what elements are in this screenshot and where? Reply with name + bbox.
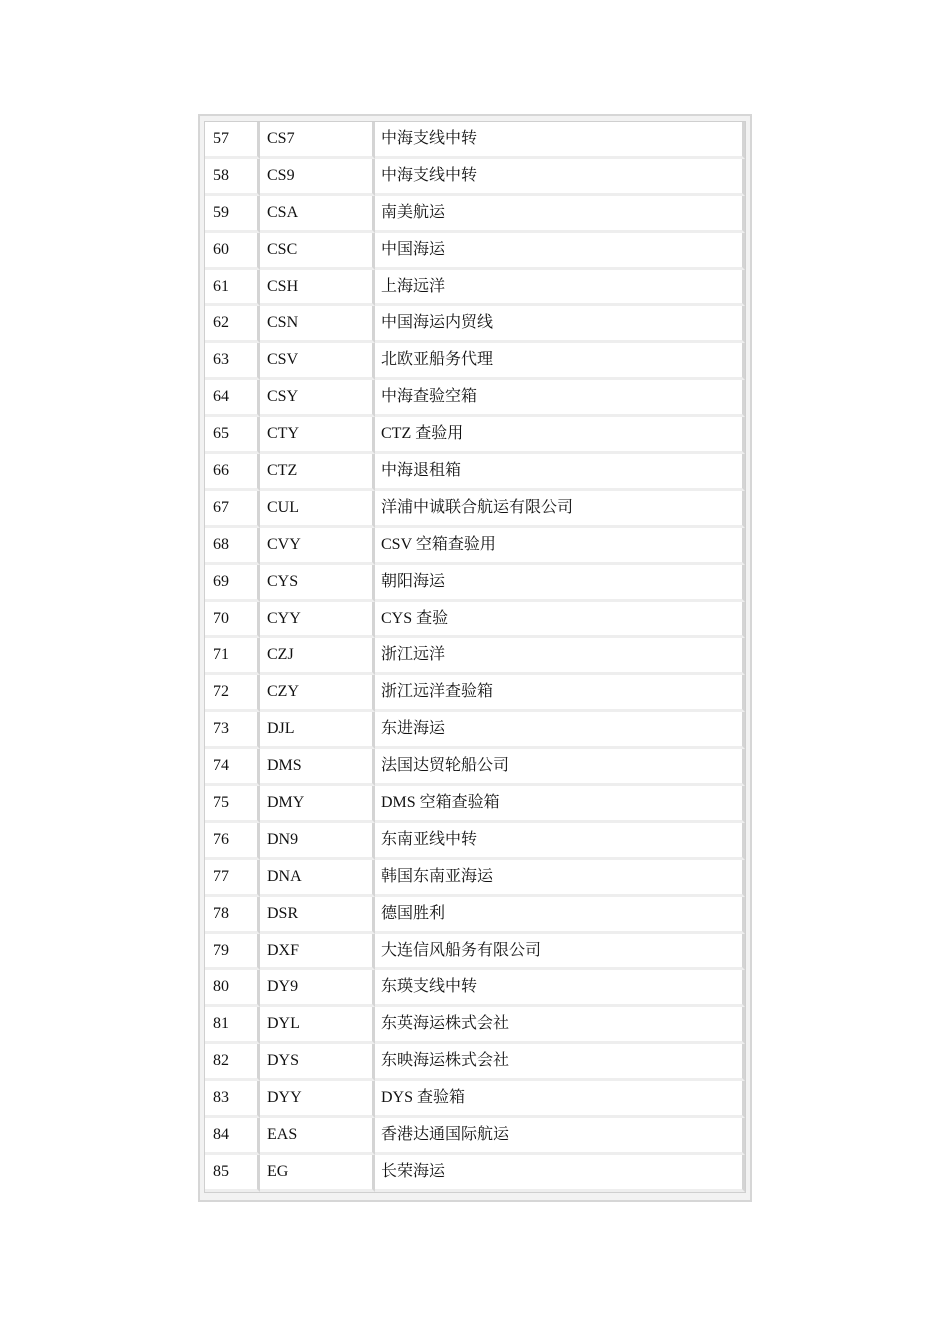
row-number-cell: 70 xyxy=(205,602,260,639)
table-row xyxy=(205,343,745,380)
carrier-code-cell: DYL xyxy=(260,1007,375,1044)
carrier-code-cell: CS7 xyxy=(260,122,375,159)
row-number-cell: 85 xyxy=(205,1155,260,1192)
row-number-cell: 58 xyxy=(205,159,260,196)
carrier-code-cell: DN9 xyxy=(260,823,375,860)
row-number-cell: 79 xyxy=(205,934,260,971)
carrier-name-cell: 东进海运 xyxy=(375,712,745,749)
carrier-code-cell: DY9 xyxy=(260,970,375,1007)
carrier-name-cell: 长荣海运 xyxy=(375,1155,745,1192)
table-row xyxy=(205,897,745,934)
carrier-code-cell: DJL xyxy=(260,712,375,749)
carrier-name-cell: 中海退租箱 xyxy=(375,454,745,491)
table-row xyxy=(205,159,745,196)
table-row xyxy=(205,491,745,528)
table-row xyxy=(205,823,745,860)
carrier-code-cell: DMY xyxy=(260,786,375,823)
table-row xyxy=(205,528,745,565)
table-row xyxy=(205,786,745,823)
row-number-cell: 66 xyxy=(205,454,260,491)
table-row xyxy=(205,602,745,639)
carrier-code-table-frame xyxy=(198,114,752,1202)
carrier-code-cell: CSN xyxy=(260,306,375,343)
carrier-code-cell: CSY xyxy=(260,380,375,417)
carrier-code-cell: CSA xyxy=(260,196,375,233)
row-number-cell: 76 xyxy=(205,823,260,860)
row-number-cell: 83 xyxy=(205,1081,260,1118)
table-row xyxy=(205,749,745,786)
carrier-code-cell: DSR xyxy=(260,897,375,934)
carrier-name-cell: 中国海运内贸线 xyxy=(375,306,745,343)
carrier-name-cell: 中国海运 xyxy=(375,233,745,270)
carrier-code-cell: CTZ xyxy=(260,454,375,491)
table-row xyxy=(205,196,745,233)
carrier-name-cell: CSV 空箱查验用 xyxy=(375,528,745,565)
carrier-name-cell: 东瑛支线中转 xyxy=(375,970,745,1007)
carrier-code-cell: CVY xyxy=(260,528,375,565)
carrier-name-cell: 德国胜利 xyxy=(375,897,745,934)
carrier-code-cell: CSV xyxy=(260,343,375,380)
table-row xyxy=(205,1007,745,1044)
carrier-code-cell: CTY xyxy=(260,417,375,454)
carrier-name-cell: 浙江远洋查验箱 xyxy=(375,675,745,712)
row-number-cell: 64 xyxy=(205,380,260,417)
row-number-cell: 61 xyxy=(205,270,260,307)
carrier-name-cell: 东南亚线中转 xyxy=(375,823,745,860)
row-number-cell: 71 xyxy=(205,638,260,675)
carrier-name-cell: 朝阳海运 xyxy=(375,565,745,602)
carrier-name-cell: CYS 查验 xyxy=(375,602,745,639)
carrier-name-cell: 香港达通国际航运 xyxy=(375,1118,745,1155)
carrier-code-cell: CYY xyxy=(260,602,375,639)
carrier-code-cell: CZY xyxy=(260,675,375,712)
table-row xyxy=(205,122,745,159)
row-number-cell: 74 xyxy=(205,749,260,786)
table-row xyxy=(205,1155,745,1192)
table-row xyxy=(205,712,745,749)
carrier-code-cell: DMS xyxy=(260,749,375,786)
carrier-name-cell: 洋浦中诚联合航运有限公司 xyxy=(375,491,745,528)
carrier-name-cell: 北欧亚船务代理 xyxy=(375,343,745,380)
table-row xyxy=(205,454,745,491)
row-number-cell: 77 xyxy=(205,860,260,897)
row-number-cell: 75 xyxy=(205,786,260,823)
row-number-cell: 72 xyxy=(205,675,260,712)
row-number-cell: 81 xyxy=(205,1007,260,1044)
row-number-cell: 63 xyxy=(205,343,260,380)
table-row xyxy=(205,233,745,270)
carrier-code-cell: DYY xyxy=(260,1081,375,1118)
carrier-name-cell: CTZ 查验用 xyxy=(375,417,745,454)
carrier-name-cell: 浙江远洋 xyxy=(375,638,745,675)
row-number-cell: 59 xyxy=(205,196,260,233)
carrier-name-cell: 法国达贸轮船公司 xyxy=(375,749,745,786)
carrier-name-cell: 中海查验空箱 xyxy=(375,380,745,417)
row-number-cell: 69 xyxy=(205,565,260,602)
carrier-name-cell: 上海远洋 xyxy=(375,270,745,307)
carrier-code-cell: CSC xyxy=(260,233,375,270)
row-number-cell: 84 xyxy=(205,1118,260,1155)
carrier-name-cell: 东英海运株式会社 xyxy=(375,1007,745,1044)
table-row xyxy=(205,1044,745,1081)
carrier-code-cell: EG xyxy=(260,1155,375,1192)
table-row xyxy=(205,306,745,343)
carrier-code-cell: CYS xyxy=(260,565,375,602)
carrier-code-table xyxy=(205,122,745,1192)
carrier-code-cell: EAS xyxy=(260,1118,375,1155)
row-number-cell: 65 xyxy=(205,417,260,454)
table-row xyxy=(205,934,745,971)
table-row xyxy=(205,565,745,602)
row-number-cell: 62 xyxy=(205,306,260,343)
carrier-code-cell: DYS xyxy=(260,1044,375,1081)
row-number-cell: 80 xyxy=(205,970,260,1007)
table-row xyxy=(205,675,745,712)
carrier-code-cell: CSH xyxy=(260,270,375,307)
carrier-code-cell: DXF xyxy=(260,934,375,971)
table-row xyxy=(205,1118,745,1155)
carrier-code-cell: CS9 xyxy=(260,159,375,196)
row-number-cell: 73 xyxy=(205,712,260,749)
table-row xyxy=(205,860,745,897)
row-number-cell: 60 xyxy=(205,233,260,270)
table-row xyxy=(205,638,745,675)
carrier-name-cell: 中海支线中转 xyxy=(375,122,745,159)
table-row xyxy=(205,1081,745,1118)
carrier-name-cell: 东映海运株式会社 xyxy=(375,1044,745,1081)
carrier-code-cell: DNA xyxy=(260,860,375,897)
table-row xyxy=(205,270,745,307)
carrier-code-cell: CUL xyxy=(260,491,375,528)
row-number-cell: 68 xyxy=(205,528,260,565)
carrier-name-cell: DYS 查验箱 xyxy=(375,1081,745,1118)
row-number-cell: 57 xyxy=(205,122,260,159)
row-number-cell: 82 xyxy=(205,1044,260,1081)
carrier-code-table-inner xyxy=(204,121,746,1193)
carrier-name-cell: 韩国东南亚海运 xyxy=(375,860,745,897)
carrier-name-cell: 大连信风船务有限公司 xyxy=(375,934,745,971)
carrier-name-cell: 中海支线中转 xyxy=(375,159,745,196)
table-row xyxy=(205,380,745,417)
table-row xyxy=(205,970,745,1007)
row-number-cell: 78 xyxy=(205,897,260,934)
carrier-name-cell: 南美航运 xyxy=(375,196,745,233)
table-row xyxy=(205,417,745,454)
table-body xyxy=(205,122,745,1192)
carrier-name-cell: DMS 空箱查验箱 xyxy=(375,786,745,823)
carrier-code-cell: CZJ xyxy=(260,638,375,675)
row-number-cell: 67 xyxy=(205,491,260,528)
